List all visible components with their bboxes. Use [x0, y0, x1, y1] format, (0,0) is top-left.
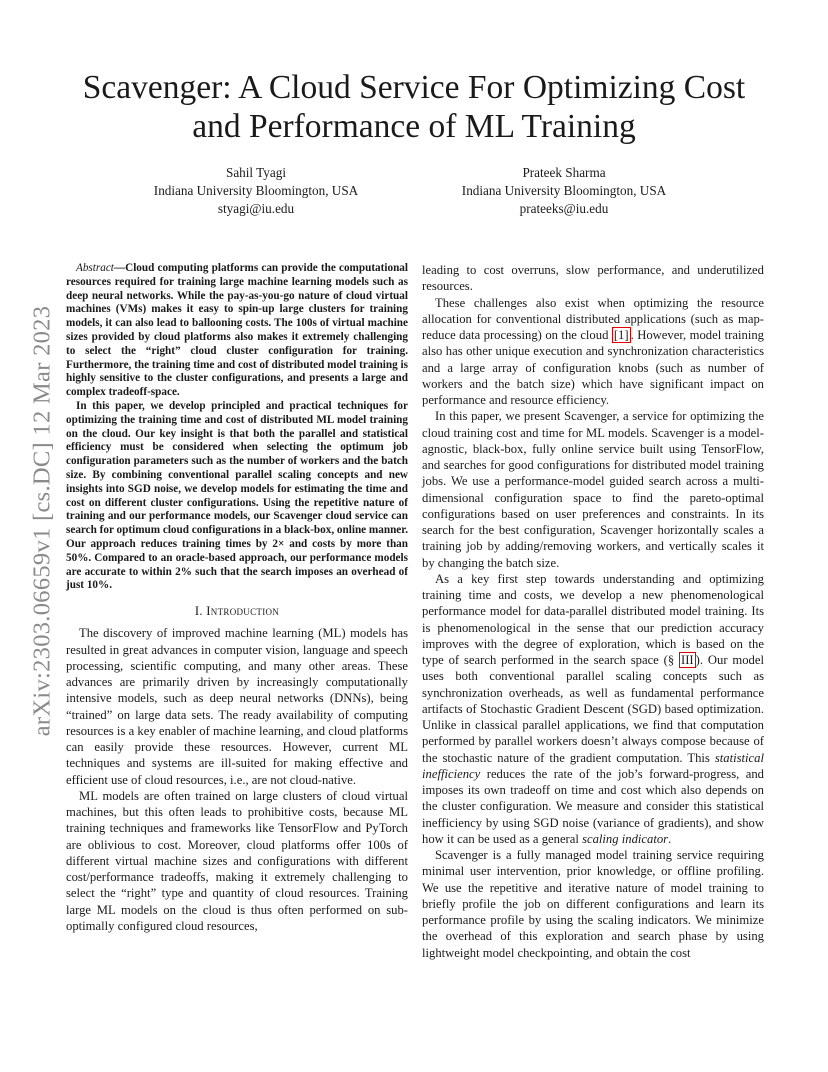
intro-paragraph-1: The discovery of improved machine learning (ML) models has resulted in great advances in computer vision, language and speech processing, scientific computing, and many other areas. These advances are primarily driven by increasingly computationally intensive models, such as deep neural networks (DNNs), being “trained” on large data sets. The ready availability of computing resources is a key enabler of machine learning, and cloud platforms can easily provide these resources. However, current ML techniques and systems are ill-suited for making effective and efficient use of cloud resources, i.e., are not cloud-native. — [66, 626, 408, 787]
paper-title — [60, 68, 768, 146]
intro-paragraph-5: As a key first step towards understanding and optimizing training time and costs, we develop a new phenomenological performance model for data-parallel distributed model training. Its is phenomenological in the sense that our prediction accuracy improves with the degree of exploration, which is based on the type of search performed in the search space (§ III ). Our model uses both conventional parallel scaling concepts such as synchronization overheads, as well as fundamental performance artifacts of Stochastic Gradient Descent (SGD) based optimization. Unlike in classical parallel applications, we find that computation performed by parallel workers doesn’t always compose because of the stochastic nature of the gradient computation. This statistical inefficiency reduces the rate of the job’s forward-progress, and imposes its own tradeoff on time and cost which also depends on the cluster configuration. We measure and consider this statistical inefficiency by using SGD noise (variance of gradients), and show how it can be used as a general scaling indicator. — [422, 571, 764, 846]
author-block-2 — [440, 164, 688, 218]
abstract-label: Abstract — [76, 262, 114, 274]
section-heading-introduction: I. Introduction — [194, 604, 280, 619]
author-affiliation: Indiana University Bloomington, USA — [461, 183, 667, 198]
author-block-1 — [132, 164, 380, 218]
author-affiliation: Indiana University Bloomington, USA — [153, 183, 359, 198]
author-name: Prateek Sharma — [522, 165, 606, 180]
citation-link[interactable]: [1] — [613, 328, 629, 342]
author-email: prateeks@iu.edu — [519, 201, 609, 216]
title-line-1: Scavenger: A Cloud Service For Optimizing Cost — [82, 69, 746, 106]
intro-paragraph-6: Scavenger is a fully managed model training service requiring minimal user intervention, prior knowledge, or offline profiling. We use the repetitive and iterative nature of model training to briefly profile the job on different configurations and learn its performance profile by using the scaling indicators. We minimize the overhead of this exploration and search phase by using lightweight model checkpointing, and obtain the cost — [422, 848, 764, 960]
left-column — [66, 262, 408, 934]
intro-continuation: leading to cost overruns, slow performance, and underutilized resources. — [422, 263, 764, 294]
abstract-paragraph-2: In this paper, we develop principled and practical techniques for optimizing the training time and cost of distributed ML model training on the cloud. Our key insight is that both the parallel and statistical efficiency must be considered when selecting the optimum job configuration parameters such as the number of workers and the batch size. By combining conventional parallel scaling concepts and new insights into SGD noise, we develop models for estimating the time and cost on different cluster configurations. Using the repetitive nature of training and our performance models, our Scavenger cloud service can search for optimum cloud configurations in a black-box, online manner. Our approach reduces training times by 2× and costs by more than 50%. Compared to an oracle-based approach, our performance models are accurate to within 2% such that the search imposes an overhead of just 10%. — [66, 399, 408, 592]
author-name: Sahil Tyagi — [225, 165, 286, 180]
section-title: Introduction — [206, 604, 280, 619]
intro-paragraph-4: In this paper, we present Scavenger, a service for optimizing the cloud training cost and time for ML models. Scavenger is a model-agnostic, black-box, fully online service built using TensorFlow, and searches for good configurations for distributed model training jobs. We use a performance-model guided search across a multi-dimensional configuration space to find the pareto-optimal configurations based on user preferences and constraints. In its search for the best configuration, Scavenger horizontally scales a training job by adding/removing workers, and vertically scales it by changing the batch size. — [422, 409, 764, 570]
section-reference-link[interactable]: III — [681, 653, 694, 667]
right-column — [422, 262, 764, 961]
arxiv-identifier-sidebar — [14, 283, 70, 758]
arxiv-id-text: arXiv:2303.06659v1 [cs.DC] 12 Mar 2023 — [28, 305, 56, 736]
abstract-paragraph-1: Abstract—Cloud computing platforms can provide the computational resources required for training large machine learning models such as deep neural networks. While the pay-as-you-go nature of cloud virtual machines (VMs) makes it easy to spin-up large clusters for training models, it can also lead to ballooning costs. The 100s of virtual machine sizes provided by cloud platforms also makes it extremely challenging to select the “right” cloud cluster configuration for training. Furthermore, the training time and cost of distributed model training is highly sensitive to the cluster configurations, and presents a large and complex tradeoff-space. — [66, 262, 408, 399]
abstract — [66, 262, 408, 593]
title-line-2: and Performance of ML Training — [192, 108, 636, 145]
intro-paragraph-2: ML models are often trained on large clusters of cloud virtual machines, but this often leads to prohibitive costs, because ML training techniques and frameworks like TensorFlow and PyTorch are oblivious to cost. Moreover, cloud platforms offer 100s of different virtual machine sizes and configurations with different cost/performance tradeoffs, making it extremely challenging to select the “right” type and quantity of cloud resources. Training large ML models on the cloud is thus often performed on sub-optimally configured cloud resources, — [66, 788, 408, 933]
intro-paragraph-3: These challenges also exist when optimizing the resource allocation for conventional distributed applications (such as map-reduce data processing) on the cloud [1] . However, model training also has other unique execution and synchronization characteristics and a large array of configuration knobs (such as number of workers and the batch size) which have significant impact on performance and resource efficiency. — [422, 295, 764, 407]
author-email: styagi@iu.edu — [217, 201, 295, 216]
